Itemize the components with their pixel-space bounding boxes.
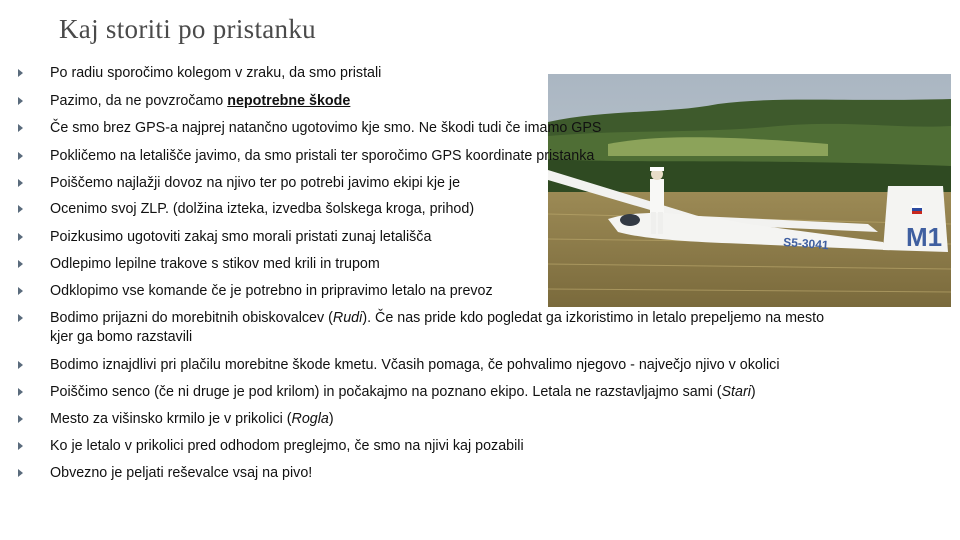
svg-text:S5-3041: S5-3041 — [782, 235, 830, 253]
svg-text:M1: M1 — [906, 222, 943, 252]
bullet-arrow-icon — [18, 260, 23, 268]
bullet-arrow-icon — [18, 152, 23, 160]
bullet-arrow-icon — [18, 179, 23, 187]
bullet-arrow-icon — [18, 287, 23, 295]
bullet-arrow-icon — [18, 388, 23, 396]
bullet-arrow-icon — [18, 69, 23, 77]
bullet-arrow-icon — [18, 442, 23, 450]
slide-title: Kaj storiti po pristanku — [59, 14, 316, 44]
bullet-arrow-icon — [18, 469, 23, 477]
bullet-arrow-icon — [18, 314, 23, 322]
bullet-arrow-icon — [18, 205, 23, 213]
bullet-arrow-icon — [18, 361, 23, 369]
nepotrebne-skode-link[interactable]: nepotrebne škode — [227, 93, 351, 109]
bullet-arrow-icon — [18, 233, 23, 241]
bullet-list: Po radiu sporočimo kolegom v zraku, da smo pristali Pazimo, da ne povzročamo nepotrebne škode Če smo brez GPS-a najprej natančno ugotovimo kje smo. Ne škodi tudi če imamo GPS Pokličemo na letališče javimo, da smo pristali ter sporočimo GPS koordinate pristanka Poiščemo najlažji dovoz na njivo ter po potrebi javimo ekipi kje je Ocenimo svoj ZLP. (dolžina izteka, izvedba šolskega kroga, prihod) Poizkusimo ugotoviti zakaj smo morali pristati zunaj letališča Odlepimo lepilne trakove s stikov med krili in trupom Odklopimo vse komande če je potrebno in pripravimo letalo na prevoz Bodimo prijazni do morebitnih obiskovalcev (Rudi). Če nas pride kdo pogledat ga izkoristimo in letalo prepeljemo na mesto kjer ga bomo razstavili Bodimo iznajdlivi pri plačilu morebitne škode kmetu. Včasih pomaga, če pohvalimo njegovo - največjo njivo v okolici Poiščimo senco (če ni druge je pod krilom) in počakajmo na poznano ekipo. Letala ne razstavljajmo sami (Stari) Mesto za višinsko krmilo je v prikolici (Rogla) Ko je letalo v prikolici pred odhodom preglejmo, če smo na njivi kaj pozabili Obvezno je peljati reševalce vsaj na pivo! — [0, 0, 960, 540]
bullet-arrow-icon — [18, 124, 23, 132]
bullet-arrow-icon — [18, 97, 23, 105]
bullet-arrow-icon — [18, 415, 23, 423]
